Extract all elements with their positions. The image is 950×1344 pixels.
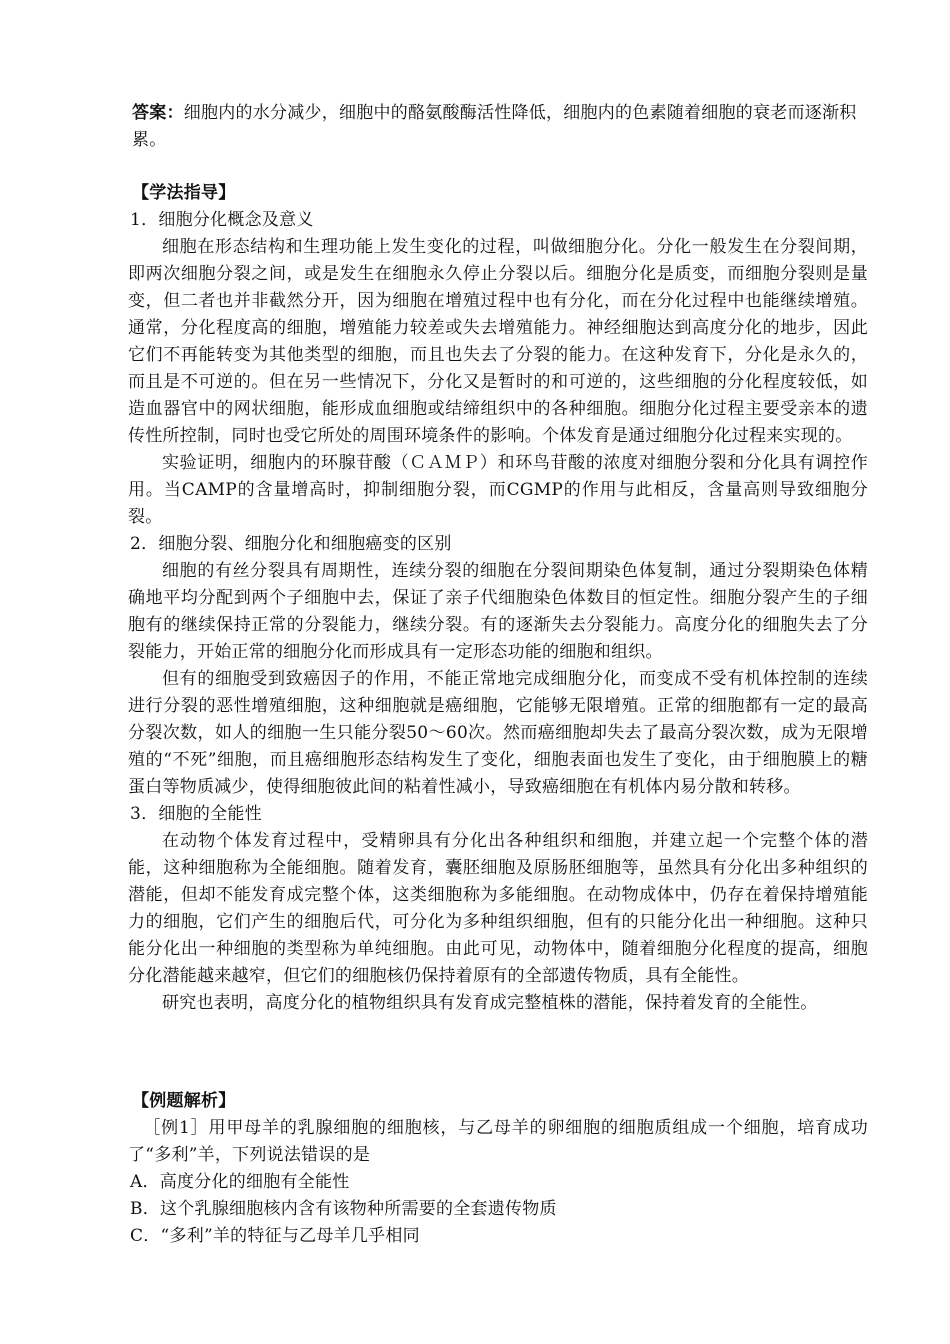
example-heading: 【例题解析】	[132, 1091, 236, 1111]
option-a: A．高度分化的细胞有全能性	[130, 1172, 350, 1192]
section-2-paragraph-1: 细胞的有丝分裂具有周期性，连续分裂的细胞在分裂间期染色体复制，通过分裂期染色体精确地平均分配到两个子细胞中去，保证了亲子代细胞染色体数目的恒定性。细胞分裂产生的子细胞有的继续保持正常的分裂能力，继续分裂。有的逐渐失去分裂能力。高度分化的细胞失去了分裂能力，开始正常的细胞分化而形成具有一定形态功能的细胞和组织。	[128, 561, 868, 662]
answer-paragraph	[128, 100, 868, 154]
study-guide-section	[128, 180, 868, 1017]
answer-block	[128, 100, 868, 154]
answer-label: 答案：	[132, 103, 184, 123]
section-1-title: 1．细胞分化概念及意义	[130, 210, 314, 230]
section-2-title: 2．细胞分裂、细胞分化和细胞癌变的区别	[130, 534, 452, 554]
section-1-paragraph-2: 实验证明，细胞内的环腺苷酸（ＣＡＭＰ）和环鸟苷酸的浓度对细胞分裂和分化具有调控作用。当CAMP的含量增高时，抑制细胞分裂，而CGMP的作用与此相反，含量高则导致细胞分裂。	[128, 453, 868, 527]
answer-text: 细胞内的水分减少，细胞中的酪氨酸酶活性降低，细胞内的色素随着细胞的衰老而逐渐积累。	[132, 103, 857, 150]
section-1-paragraph-1: 细胞在形态结构和生理功能上发生变化的过程，叫做细胞分化。分化一般发生在分裂间期，即两次细胞分裂之间，或是发生在细胞永久停止分裂以后。细胞分化是质变，而细胞分裂则是量变，但二者也并非截然分开，因为细胞在增殖过程中也有分化，而在分化过程中也能继续增殖。通常，分化程度高的细胞，增殖能力较差或失去增殖能力。神经细胞达到高度分化的地步，因此它们不再能转变为其他类型的细胞，而且也失去了分裂的能力。在这种发育下，分化是永久的，而且是不可逆的。但在另一些情况下，分化又是暂时的和可逆的，这些细胞的分化程度较低，如造血器官中的网状细胞，能形成血细胞或结缔组织中的各种细胞。细胞分化过程主要受亲本的遗传性所控制，同时也受它所处的周围环境条件的影响。个体发育是通过细胞分化过程来实现的。	[128, 237, 868, 446]
section-2-paragraph-2: 但有的细胞受到致癌因子的作用，不能正常地完成细胞分化，而变成不受有机体控制的连续进行分裂的恶性增殖细胞，这种细胞就是癌细胞，它能够无限增殖。正常的细胞都有一定的最高分裂次数，如人的细胞一生只能分裂50～60次。然而癌细胞却失去了最高分裂次数，成为无限增殖的“不死”细胞，而且癌细胞形态结构发生了变化，细胞表面也发生了变化，由于细胞膜上的糖蛋白等物质减少，使得细胞彼此间的粘着性减小，导致癌细胞在有机体内易分散和转移。	[128, 669, 868, 797]
example-question: ［例1］用甲母羊的乳腺细胞的细胞核，与乙母羊的卵细胞的细胞质组成一个细胞，培育成功了“多利”羊，下列说法错误的是	[128, 1118, 868, 1165]
option-b: B．这个乳腺细胞核内含有该物种所需要的全套遗传物质	[130, 1199, 557, 1219]
section-3-title: 3．细胞的全能性	[130, 804, 262, 824]
option-c: C．“多利”羊的特征与乙母羊几乎相同	[130, 1226, 420, 1246]
example-section	[128, 1088, 868, 1250]
study-guide-heading: 【学法指导】	[132, 183, 236, 203]
section-3-paragraph-2: 研究也表明，高度分化的植物组织具有发育成完整植株的潜能，保持着发育的全能性。	[162, 993, 818, 1013]
section-3-paragraph-1: 在动物个体发育过程中，受精卵具有分化出各种组织和细胞，并建立起一个完整个体的潜能，这种细胞称为全能细胞。随着发育，囊胚细胞及原肠胚细胞等，虽然具有分化出多种组织的潜能，但却不能发育成完整个体，这类细胞称为多能细胞。在动物成体中，仍存在着保持增殖能力的细胞，它们产生的细胞后代，可分化为多种组织细胞，但有的只能分化出一种细胞。这种只能分化出一种细胞的类型称为单纯细胞。由此可见，动物体中，随着细胞分化程度的提高，细胞分化潜能越来越窄，但它们的细胞核仍保持着原有的全部遗传物质，具有全能性。	[128, 831, 868, 986]
